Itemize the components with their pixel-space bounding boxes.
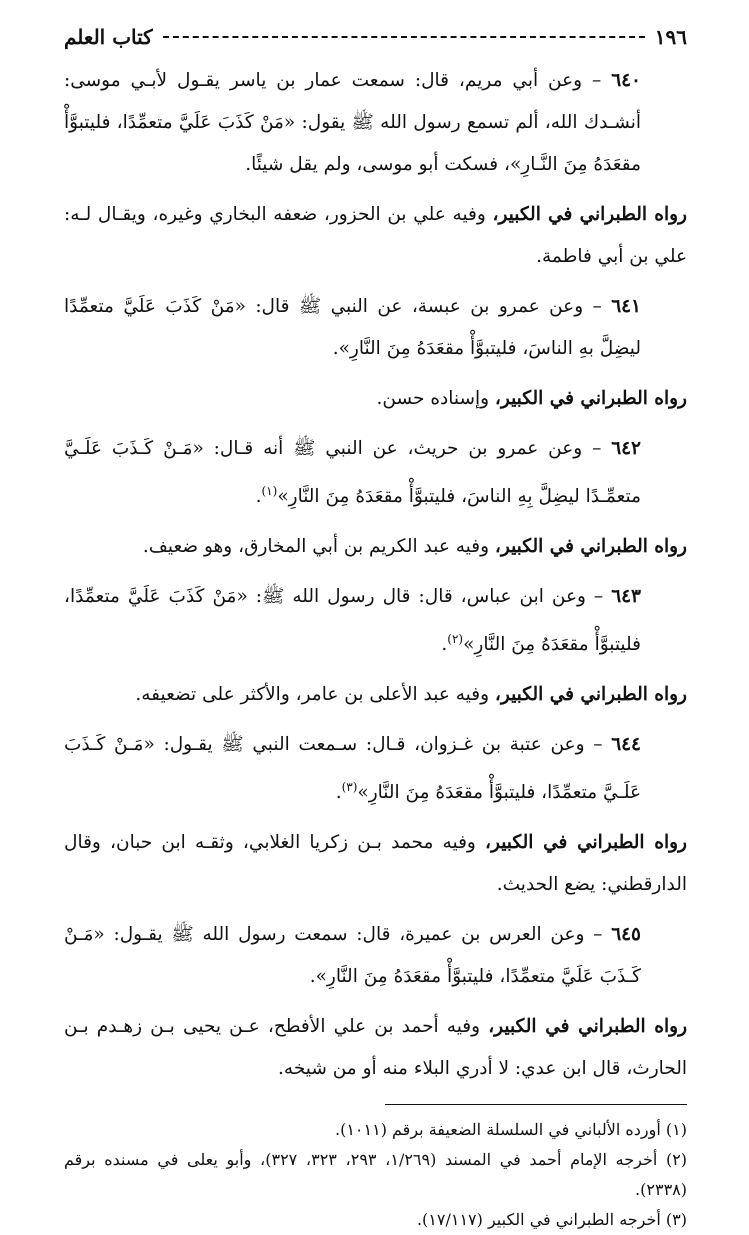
- hadith-number: ٦٤٢: [611, 438, 641, 459]
- hadith-text: – وعن أبي مريم، قال: سمعت عمار بن ياسر يقـول لأبـي موسى: أنشـدك الله، ألم تسمع رسول الله ﷺ يقول: «مَنْ كَذَبَ عَلَيَّ متعمِّدًا، فليتبوَّأْ مقعَدَهُ مِنَ النَّـارِ»، فسكت أبو موسى، ولم يقل شيئًا.: [64, 70, 641, 175]
- source-643: [64, 674, 687, 716]
- source-comment: وإسناده حسن.: [376, 388, 495, 409]
- period: .: [335, 782, 342, 804]
- page-number: ١٩٦: [654, 25, 687, 49]
- footnote-3: (٣) أخرجه الطبراني في الكبير (١٧/١١٧).: [416, 1210, 687, 1230]
- hadith-number: ٦٤٣: [611, 586, 641, 608]
- source-comment: وفيه محمد بـن زكريا الغلابي، وثقـه ابن حبان، وقال الدارقطني: يضع الحديث.: [64, 832, 687, 896]
- source-comment: وفيه عبد الأعلى بن عامر، والأكثر على تضعيفه.: [135, 684, 495, 706]
- source-lead: رواه الطبراني في الكبير،: [494, 536, 687, 558]
- hadith-text: – وعن العرس بن عميرة، قال: سمعت رسول الله ﷺ يقـول: «مَـنْ كَـذَبَ عَلَيَّ متعمِّدًا، فليتبوَّأْ مقعَدَهُ مِنَ النَّارِ».: [64, 924, 641, 988]
- hadith-644: [64, 724, 687, 814]
- hadith-number: ٦٤١: [611, 296, 641, 317]
- hadith-642: [64, 428, 687, 518]
- hadith-643: [64, 576, 687, 666]
- source-642: [64, 526, 687, 568]
- hadith-text: – وعن عمرو بن حريث، عن النبي ﷺ أنه قـال: «مَـنْ كَـذَبَ عَلَـيَّ متعمِّـدًا ليضِلَّ بِهِ الناسَ، فليتبوَّأْ مقعَدَهُ مِنَ النَّارِ»: [64, 438, 641, 508]
- running-head: [64, 22, 687, 52]
- hadith-number: ٦٤٠: [611, 70, 641, 91]
- source-641: [64, 378, 687, 420]
- source-lead: رواه الطبراني في الكبير،: [488, 1016, 687, 1038]
- hadith-number: ٦٤٥: [611, 924, 641, 946]
- source-645: [64, 1006, 687, 1090]
- hadith-number: ٦٤٤: [611, 734, 641, 756]
- source-comment: وفيه علي بن الحزور، ضعفه البخاري وغيره، ويقـال لـه: علي بن أبي فاطمة.: [64, 204, 687, 267]
- footnote-ref[interactable]: (٣): [341, 780, 358, 795]
- footnote-1: (١) أورده الألباني في السلسلة الضعيفة برقم (١٠١١).: [335, 1120, 687, 1140]
- footnotes: [64, 1115, 687, 1235]
- book-title: كتاب العلم: [64, 25, 153, 49]
- footnote-ref[interactable]: (١): [261, 484, 278, 498]
- source-lead: رواه الطبراني في الكبير،: [494, 388, 687, 409]
- footnote-2: (٢) أخرجه الإمام أحمد في المسند (١/٢٦٩، ٢٩٣، ٣٢٣، ٣٢٧)، وأبو يعلى في مسنده برقم (٢٣٣٨).: [64, 1150, 688, 1200]
- source-644: [64, 822, 687, 906]
- source-640: [64, 194, 687, 278]
- source-lead: رواه الطبراني في الكبير،: [494, 684, 687, 706]
- source-comment: وفيه عبد الكريم بن أبي المخارق، وهو ضعيف.: [142, 536, 495, 558]
- hadith-645: [64, 914, 687, 998]
- header-dashed-rule: [163, 36, 645, 38]
- source-lead: رواه الطبراني في الكبير،: [485, 832, 687, 854]
- source-comment: وفيه أحمد بن علي الأفطح، عـن يحيى بـن زهـدم بـن الحارث، قال ابن عدي: لا أدري البلاء منه أو من شيخه.: [64, 1016, 687, 1080]
- hadith-text: – وعن عتبة بن غـزوان، قـال: سـمعت النبي ﷺ يقـول: «مَـنْ كَـذَبَ عَلَـيَّ متعمِّدًا، فليتبوَّأْ مقعَدَهُ مِنَ النَّارِ»: [64, 734, 641, 804]
- hadith-text: – وعن عمرو بن عبسة، عن النبي ﷺ قال: «مَنْ كَذَبَ عَلَيَّ متعمِّدًا ليضِلَّ بهِ الناسَ، فليتبوَّأْ مقعَدَهُ مِنَ النَّارِ».: [64, 296, 641, 359]
- hadith-641: [64, 286, 687, 370]
- source-lead: رواه الطبراني في الكبير،: [492, 204, 687, 225]
- period: .: [255, 486, 262, 508]
- period: .: [441, 634, 448, 656]
- hadith-text: – وعن ابن عباس، قال: قال رسول الله ﷺ: «مَنْ كَذَبَ عَلَيَّ متعمِّدًا، فليتبوَّأْ مقعَدَهُ مِنَ النَّارِ»: [64, 586, 641, 656]
- footnote-ref[interactable]: (٢): [447, 632, 464, 647]
- footnote-separator: [385, 1104, 687, 1105]
- hadith-640: [64, 60, 687, 186]
